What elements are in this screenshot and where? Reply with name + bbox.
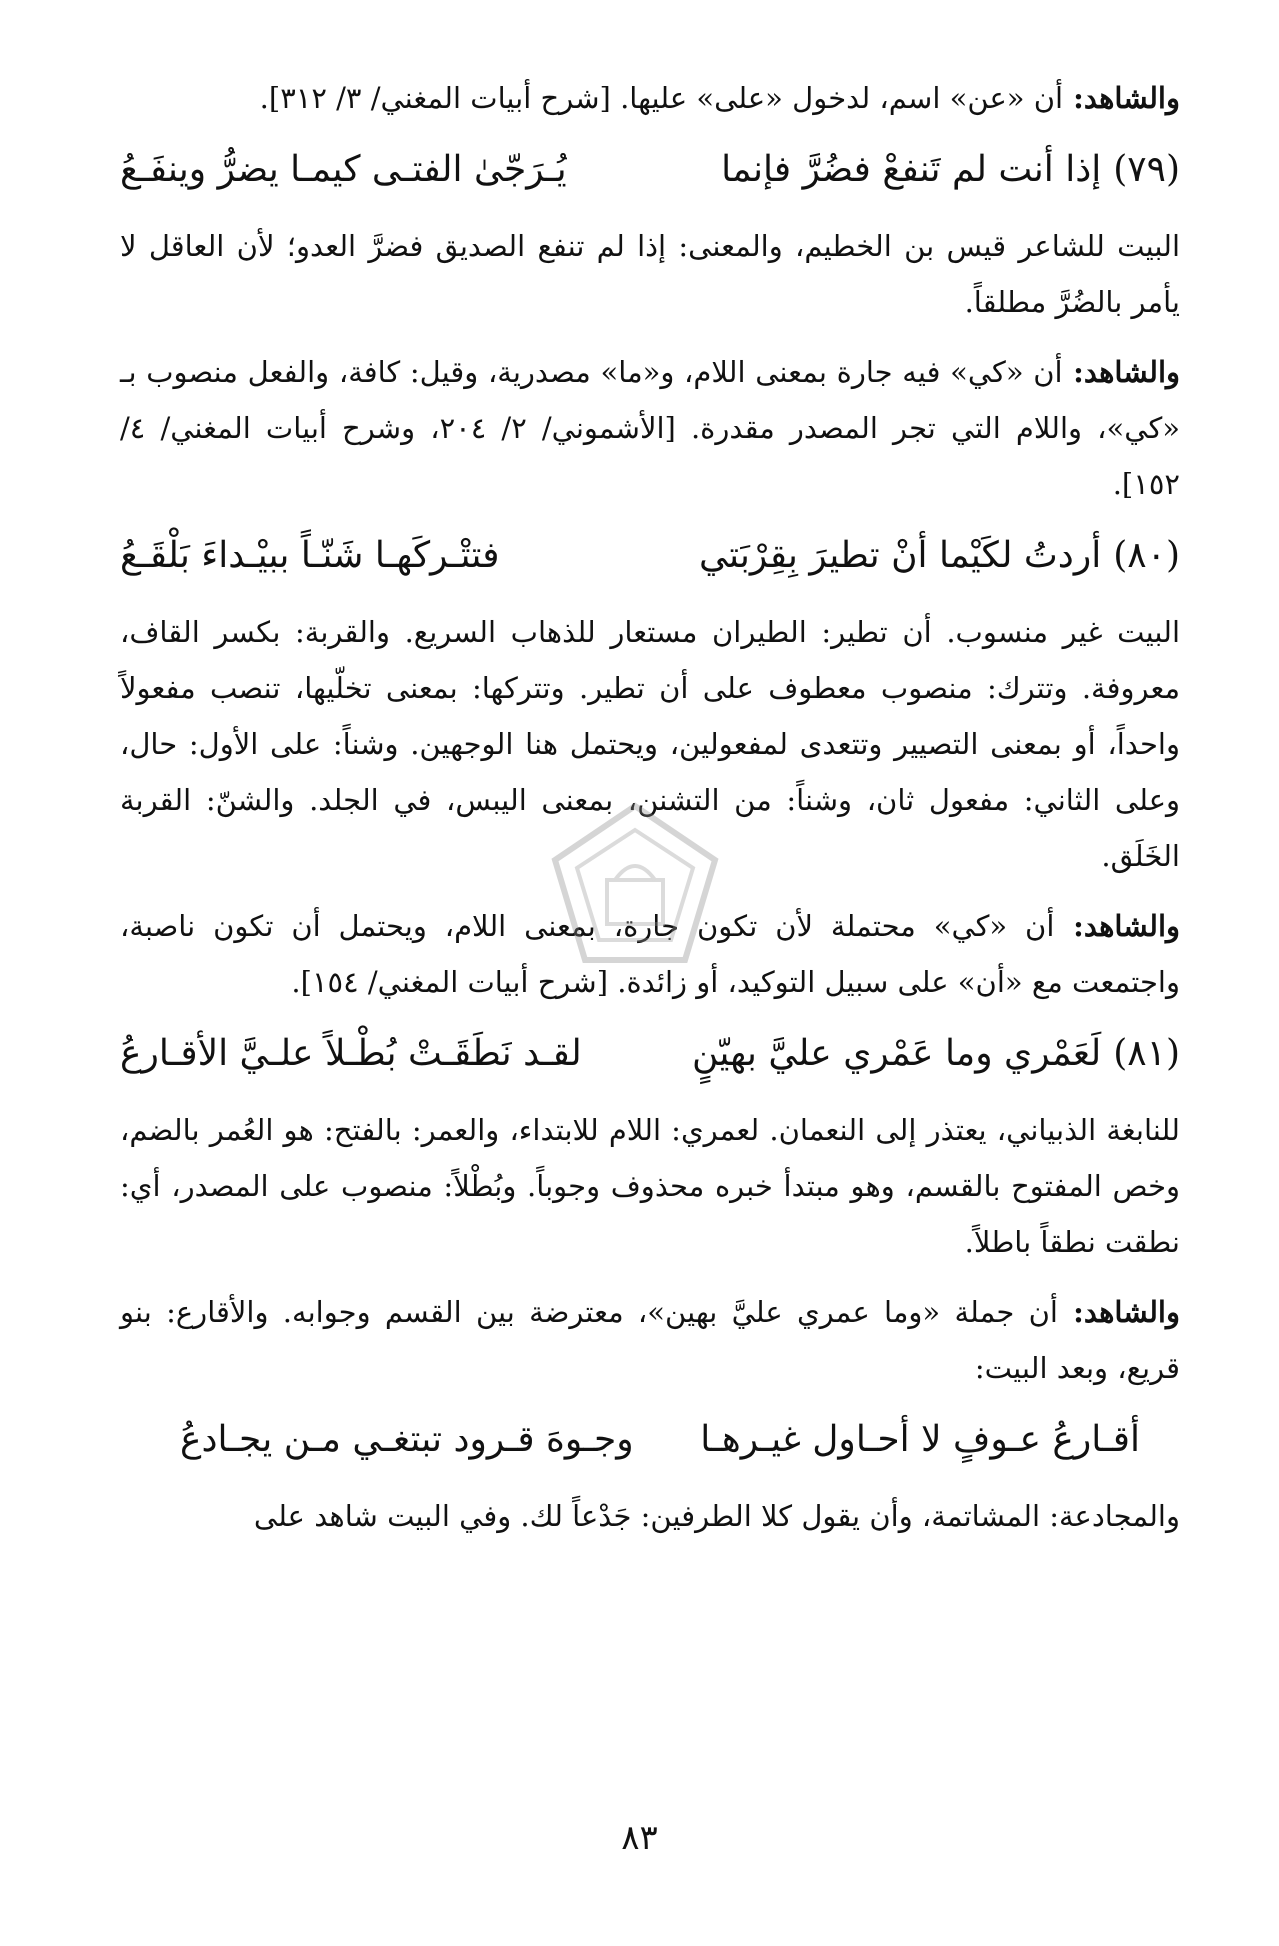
verse-number: (٨٠)	[1113, 535, 1180, 576]
paragraph-text: البيت للشاعر قيس بن الخطيم، والمعنى: إذا لم تنفع الصديق فضرَّ العدو؛ لأن العاقل لا يأمر بالضُرَّ مطلقاً.	[120, 229, 1180, 319]
watermark-logo	[545, 800, 725, 970]
page-number: ٨٣	[621, 1818, 658, 1858]
paragraph	[120, 70, 1180, 126]
verse	[120, 140, 1180, 200]
paragraph	[120, 1284, 1180, 1396]
verse-number: (٨١)	[1113, 1033, 1180, 1074]
paragraph-lead: والشاهد:	[1062, 355, 1181, 389]
paragraph-lead: والشاهد:	[1057, 1295, 1180, 1329]
paragraph-lead: والشاهد:	[1054, 909, 1181, 943]
verse	[120, 526, 1180, 586]
paragraph-text: والمجادعة: المشاتمة، وأن يقول كلا الطرفين: جَدْعاً لك. وفي البيت شاهد على	[253, 1499, 1180, 1533]
verse-first-hemistich: لَعَمْري وما عَمْري عليَّ بهيّنٍ	[692, 1033, 1102, 1074]
verse-second-hemistich: يُـرَجّىٰ الفتـى كيمـا يضرُّ وينفَـعُ	[119, 149, 567, 190]
paragraph	[120, 218, 1180, 330]
verse	[120, 1410, 1180, 1470]
paragraph-text: أن «عن» اسم، لدخول «على» عليها. [شرح أبيات المغني/ ٣/ ٣١٢].	[259, 81, 1064, 115]
paragraph-text: للنابغة الذبياني، يعتذر إلى النعمان. لعمري: اللام للابتداء، والعمر: بالفتح: هو العُمر بالضم، وخص المفتوح بالقسم، وهو مبتدأ خبره محذوف وجوباً. وبُطْلاً: منصوب على المصدر، أي: نطقت نطقاً باطلاً.	[120, 1113, 1180, 1259]
verse-first-hemistich: أردتُ لكَيْما أنْ تطيرَ بِقِرْبَتي	[698, 535, 1102, 576]
verse-second-hemistich: فتتْـركَهـا شَنّـاً ببيْـداءَ بَلْقَـعُ	[119, 535, 500, 576]
verse-second-hemistich: لقـد نَطَقَـتْ بُطْـلاً علـيَّ الأقـارعُ	[119, 1033, 582, 1074]
paragraph	[120, 1488, 1180, 1544]
paragraph-text: أن جملة «وما عمري عليَّ بهين»، معترضة بين القسم وجوابه. والأقارع: بنو قريع، وبعد البيت:	[120, 1295, 1180, 1385]
paragraph	[120, 1102, 1180, 1270]
paragraph-lead: والشاهد:	[1063, 81, 1180, 115]
verse-number: (٧٩)	[1113, 149, 1180, 190]
verse	[120, 1024, 1180, 1084]
verse-first-hemistich: أقـارعُ عـوفٍ لا أحـاول غيـرهـا	[700, 1419, 1140, 1460]
paragraph	[120, 344, 1180, 512]
paragraph-text: أن «كي» محتملة لأن تكون جارة، بمعنى اللام، ويحتمل أن تكون ناصبة، واجتمعت مع «أن» على سبيل التوكيد، أو زائدة. [شرح أبيات المغني/ ١٥٤].	[120, 909, 1180, 999]
paragraph-text: البيت غير منسوب. أن تطير: الطيران مستعار للذهاب السريع. والقربة: بكسر القاف، معروفة. وتترك: منصوب معطوف على أن تطير. وتتركها: بمعنى تخلّيها، تنصب مفعولاً واحداً، أو بمعنى التصيير وتتعدى لمفعولين، ويحتمل هنا الوجهين. وشناً: على الأول: حال، وعلى الثاني: مفعول ثان، وشناً: من التشنن، بمعنى اليبس، في الجلد. والشنّ: القربة الخَلَق.	[120, 615, 1180, 873]
verse-first-hemistich: إذا أنت لم تَنفعْ فضُرَّ فإنما	[721, 149, 1102, 190]
paragraph-text: أن «كي» فيه جارة بمعنى اللام، و«ما» مصدرية، وقيل: كافة، والفعل منصوب بـ «كي»، واللام التي تجر المصدر مقدرة. [الأشموني/ ٢/ ٢٠٤، وشرح أبيات المغني/ ٤/ ١٥٢].	[120, 355, 1180, 501]
verse-second-hemistich: وجـوهَ قـرود تبتغـي مـن يجـادعُ	[180, 1419, 634, 1460]
